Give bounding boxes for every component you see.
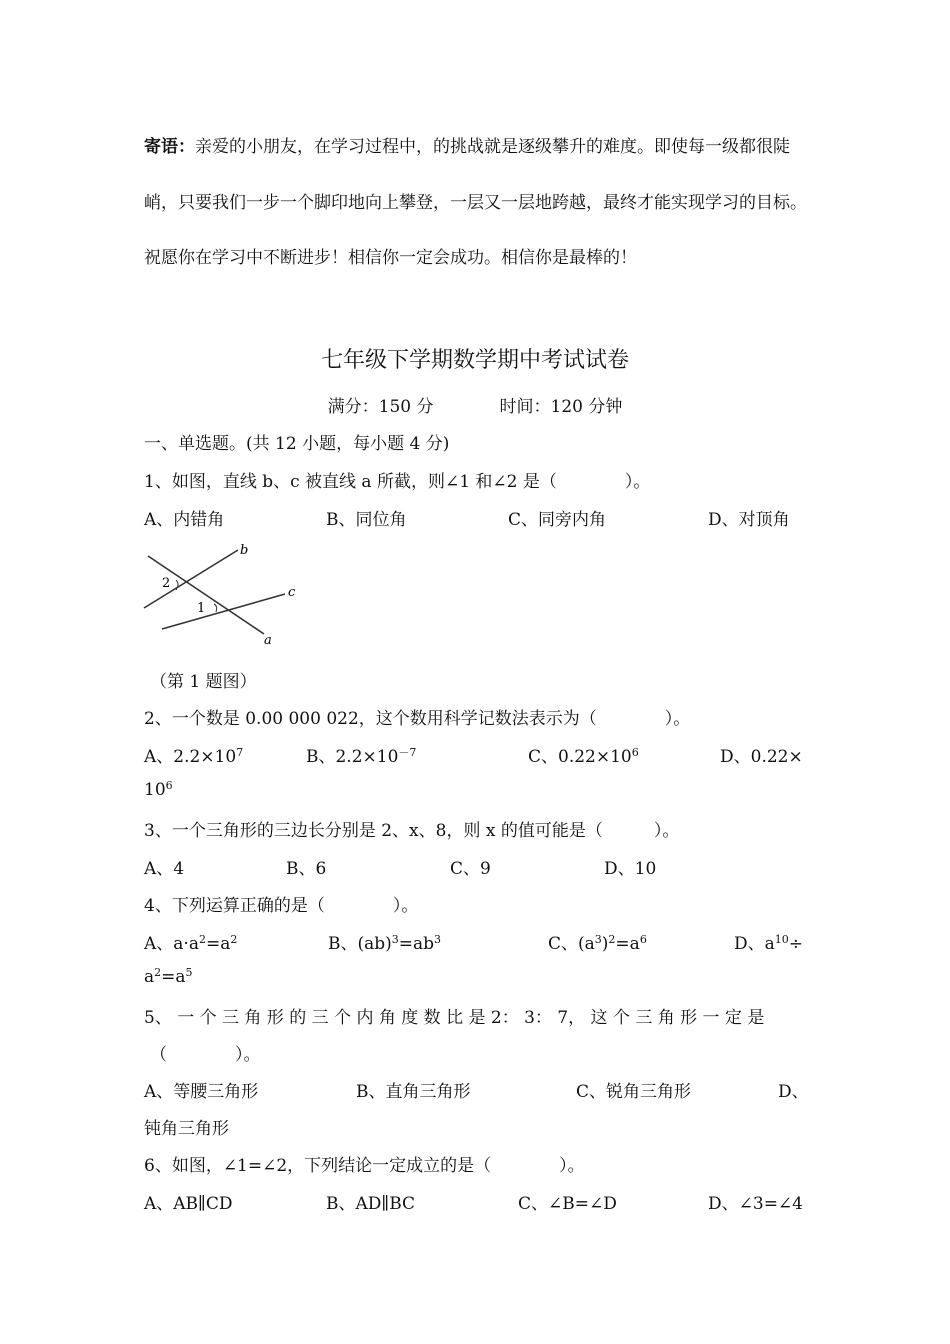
q4-b-exp: 3 [391,933,399,946]
q5-option-d: D、 [778,1082,809,1102]
q4-option-b [328,929,441,954]
q5-stem-cont: （ ）。 [150,1045,261,1065]
q6-option-d: D、∠3=∠4 [708,1194,803,1214]
line-c [162,594,285,629]
q2-option-d: D、0.22× [720,747,803,767]
intro-label: 寄语： [144,137,195,157]
q6-option-a: A、AB∥CD [144,1194,233,1214]
q4-a-exp2: 2 [230,933,238,946]
q1-option-d: D、对顶角 [708,510,790,530]
q3-stem: 3、一个三角形的三边长分别是 2、x、8，则 x 的值可能是（ ）。 [144,821,680,841]
q4-e-exp2: 5 [185,966,193,979]
q1-figure [140,540,310,650]
q4-e-2: =a [161,967,186,987]
label-1: 1 [197,601,206,616]
q4-a-2: =a [205,934,231,954]
exam-meta [0,392,950,417]
q4-c-3: =a [615,934,640,954]
label-2: 2 [162,576,171,591]
q4-b-1: B、(ab) [328,934,392,954]
q2-c-exp: 6 [631,746,639,759]
q4-c-exp: 3 [594,933,602,946]
q4-d-exp: 10 [774,933,789,946]
intro-line-2: 峭，只要我们一步一个脚印地向上攀登，一层又一层地跨越，最终才能实现学习的目标。 [144,193,807,213]
q4-option-c [548,929,647,954]
q4-e-exp: 2 [154,966,162,979]
q4-b-2: =ab [398,934,435,954]
label-a: a [264,633,272,648]
q4-b-exp2: 3 [434,933,442,946]
q3-option-b: B、6 [286,859,327,879]
line-b [144,550,238,608]
q4-c-1: C、(a [548,934,595,954]
q4-a-1: A、a·a [144,934,199,954]
q2-option-c [528,742,639,767]
q4-c-2: ) [601,934,609,954]
q2-b-base: B、2.2×10 [306,747,399,767]
full-score: 满分：150 分 [327,397,434,417]
q2-a-exp: 7 [236,746,244,759]
q6-option-c: C、∠B=∠D [518,1194,617,1214]
q2-c-base: C、0.22×10 [528,747,632,767]
q2-stem: 2、一个数是 0.00 000 022，这个数用科学记数法表示为（ ）。 [144,709,691,729]
q5-option-d-cont: 钝角三角形 [144,1119,229,1139]
q5-stem: 5、 一 个 三 角 形 的 三 个 内 角 度 数 比 是 2： 3： 7， 这 个 三 角 形 一 定 是 [144,1008,765,1028]
q4-option-a [144,929,237,954]
q1-option-b: B、同位角 [326,510,407,530]
q4-c-exp3: 6 [639,933,647,946]
q4-option-d-cont [144,966,193,987]
q5-option-a: A、等腰三角形 [144,1082,259,1102]
q4-e-1: a [144,967,155,987]
q3-option-c: C、9 [450,859,491,879]
q1-caption: （第 1 题图） [150,672,257,692]
angle-1-arc [214,604,217,612]
q4-stem: 4、下列运算正确的是（ ）。 [144,896,419,916]
label-b: b [240,543,249,558]
q2-d2-base: 10 [144,780,166,800]
q1-stem: 1、如图，直线 b、c 被直线 a 所截，则∠1 和∠2 是（ ）。 [144,472,651,492]
exam-time: 时间：120 分钟 [499,397,623,417]
q2-option-b [306,742,416,767]
intro-line-3: 祝愿你在学习中不断进步！相信你一定会成功。相信你是最棒的！ [144,248,637,268]
q1-option-c: C、同旁内角 [508,510,607,530]
q5-option-b: B、直角三角形 [356,1082,471,1102]
q1-option-a: A、内错角 [144,510,225,530]
q5-option-c: C、锐角三角形 [576,1082,692,1102]
q4-d-1: D、a [734,934,775,954]
q4-a-exp: 2 [198,933,206,946]
q2-option-d-cont [144,779,173,800]
q6-stem: 6、如图，∠1=∠2，下列结论一定成立的是（ ）。 [144,1156,585,1176]
exam-title: 七年级下学期数学期中考试试卷 [320,348,629,373]
q4-option-d [734,929,803,954]
section-1-heading: 一、单选题。(共 12 小题，每小题 4 分) [144,434,450,454]
q2-a-base: A、2.2×10 [144,747,237,767]
q2-b-exp: －7 [398,746,417,759]
q6-option-b: B、AD∥BC [326,1194,416,1214]
label-c: c [288,585,296,600]
intro-text-1: 亲爱的小朋友，在学习过程中，的挑战就是逐级攀升的难度。即使每一级都很陡 [195,137,790,157]
q2-d2-exp: 6 [165,779,173,792]
q4-c-exp2: 2 [608,933,616,946]
q2-option-a [144,742,243,767]
q4-d-2: ÷ [788,934,804,954]
q3-option-d: D、10 [604,859,657,879]
intro-line-1 [144,132,790,157]
q3-option-a: A、4 [144,859,185,879]
